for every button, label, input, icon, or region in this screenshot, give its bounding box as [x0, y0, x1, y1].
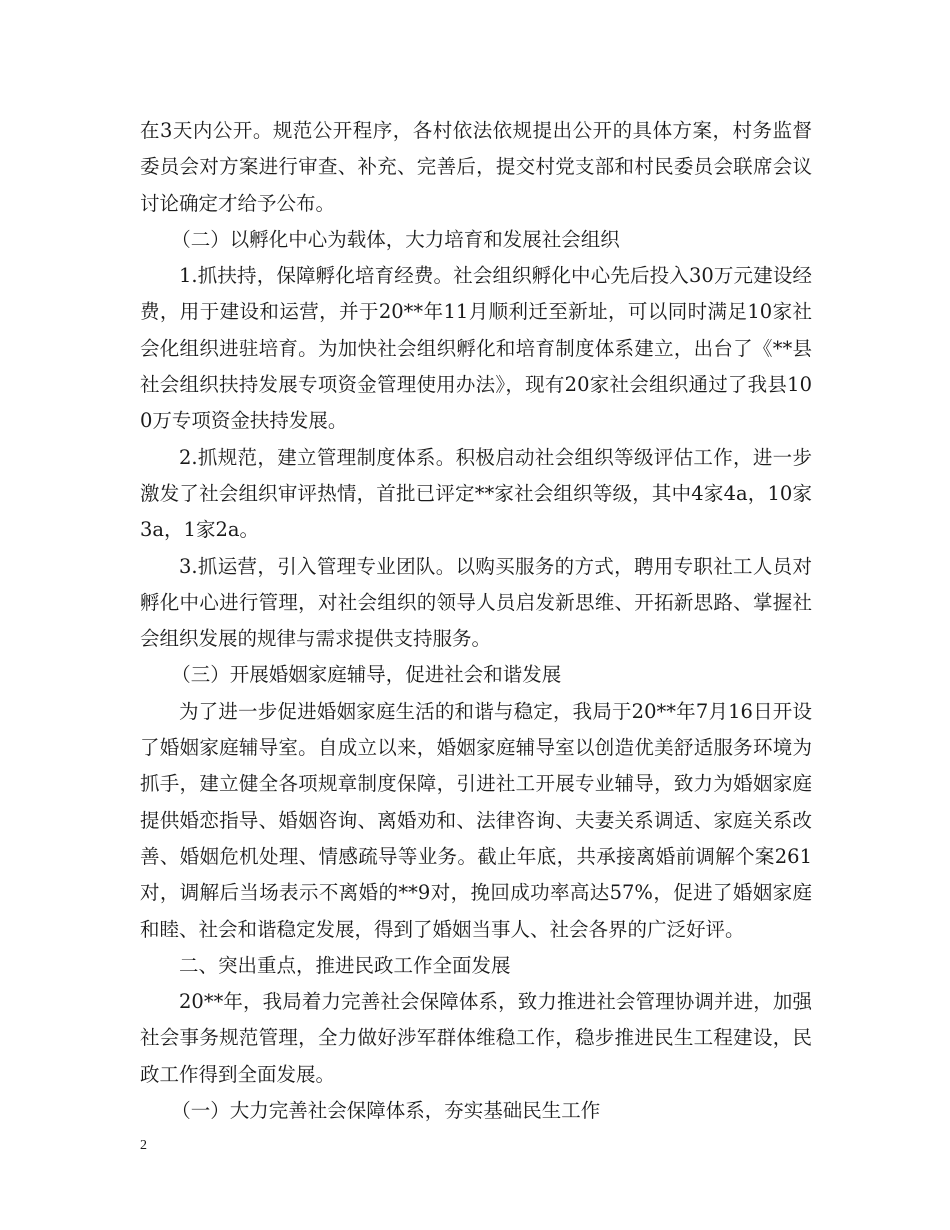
page-number: 2	[140, 1138, 147, 1153]
paragraph: 在3天内公开。规范公开程序，各村依法依规提出公开的具体方案，村务监督委员会对方案进行审查、补充、完善后，提交村党支部和村民委员会联席会议讨论确定才给予公布。	[140, 119, 812, 215]
paragraph: 3.抓运营，引入管理专业团队。以购买服务的方式，聘用专职社工人员对孵化中心进行管理，对社会组织的领导人员启发新思维、开拓新思路、掌握社会组织发展的规律与需求提供支持服务。	[140, 554, 812, 651]
section-heading: （三）开展婚姻家庭辅导，促进社会和谐发展	[171, 663, 562, 687]
paragraph: 20**年，我局着力完善社会保障体系，致力推进社会管理协调并进，加强社会事务规范管理，全力做好涉军群体维稳工作，稳步推进民生工程建设，民政工作得到全面发展。	[140, 990, 812, 1086]
section-heading: （一）大力完善社会保障体系，夯实基础民生工作	[171, 1099, 601, 1123]
paragraph: 2.抓规范，建立管理制度体系。积极启动社会组织等级评估工作，进一步激发了社会组织审评热情，首批已评定**家社会组织等级，其中4家4a，10家3a，1家2a。	[140, 445, 812, 542]
paragraph: 为了进一步促进婚姻家庭生活的和谐与稳定，我局于20**年7月16日开设了婚姻家庭辅导室。自成立以来，婚姻家庭辅导室以创造优美舒适服务环境为抓手，建立健全各项规章制度保障，引进社工开展专业辅导，致力为婚姻家庭提供婚恋指导、婚姻咨询、离婚劝和、法律咨询、夫妻关系调适、家庭关系改善、婚姻危机处理、情感疏导等业务。截止年底，共承接离婚前调解个案261对，调解后当场表示不离婚的**9对，挽回成功率高达57%，促进了婚姻家庭和睦、社会和谐稳定发展，得到了婚姻当事人、社会各界的广泛好评。	[140, 699, 812, 941]
section-heading: （二）以孵化中心为载体，大力培育和发展社会组织	[171, 227, 620, 251]
section-title: 二、突出重点，推进民政工作全面发展	[179, 953, 511, 977]
paragraph: 1.抓扶持，保障孵化培育经费。社会组织孵化中心先后投入30万元建设经费，用于建设和运营，并于20**年11月顺利迁至新址，可以同时满足10家社会化组织进驻培育。为加快社会组织孵化和培育制度体系建立，出台了《**县社会组织扶持发展专项资金管理使用办法》，现有20家社会组织通过了我县100万专项资金扶持发展。	[140, 264, 812, 433]
document-body	[140, 113, 812, 1129]
